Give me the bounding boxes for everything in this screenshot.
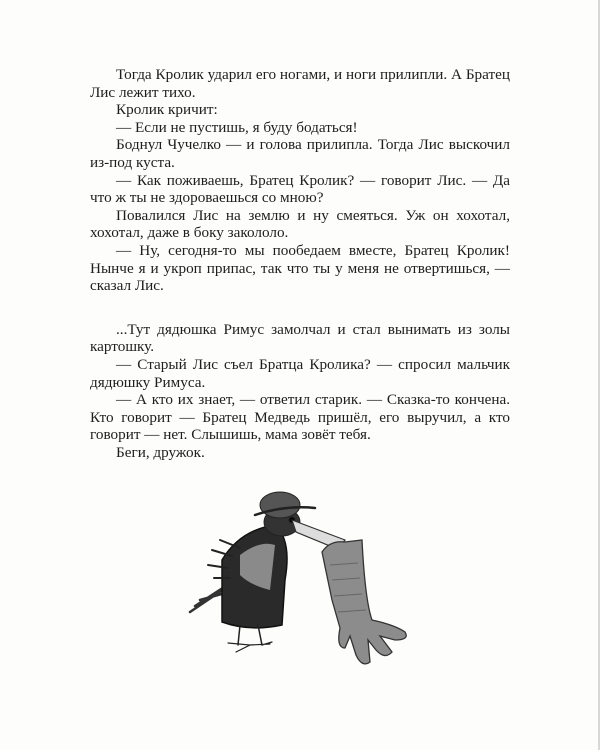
paragraph: — Как поживаешь, Братец Кролик? — говорит Лис. — Да что ж ты не здороваешься со мною?	[90, 171, 510, 207]
paragraph: Тогда Кролик ударил его ногами, и ноги прилипли. А Братец Лис лежит тихо.	[90, 66, 510, 101]
paragraph: Беги, дружок.	[116, 443, 205, 461]
paragraph: Кролик кричит:	[116, 101, 218, 119]
crow-drawing	[190, 492, 345, 652]
paragraph: — Старый Лис съел Братца Кролика? — спросил мальчик дядюшку Римуса.	[90, 355, 510, 391]
paragraph: ...Тут дядюшка Римус замолчал и стал вынимать из золы картошку.	[90, 320, 510, 356]
paragraph: — Ну, сегодня-то мы пообедаем вместе, Братец Кролик! Нынче я и укроп припас, так что ты у меня не отвертишься, — сказал Лис.	[90, 241, 510, 295]
glove-drawing	[322, 540, 406, 664]
paragraph: Боднул Чучелко — и голова прилипла. Тогда Лис выскочил из-под куста.	[90, 136, 510, 171]
paragraph: — Если не пустишь, я буду бодаться!	[116, 118, 358, 136]
paragraph: — А кто их знает, — ответил старик. — Сказка-то кончена. Кто говорит — Братец Медведь пришёл, его выручил, а кто говорит — нет. Слышишь, мама зовёт тебя.	[90, 391, 510, 444]
paragraph: Повалился Лис на землю и ну смеяться. Уж он хохотал, хохотал, даже в боку закололо.	[90, 206, 510, 242]
